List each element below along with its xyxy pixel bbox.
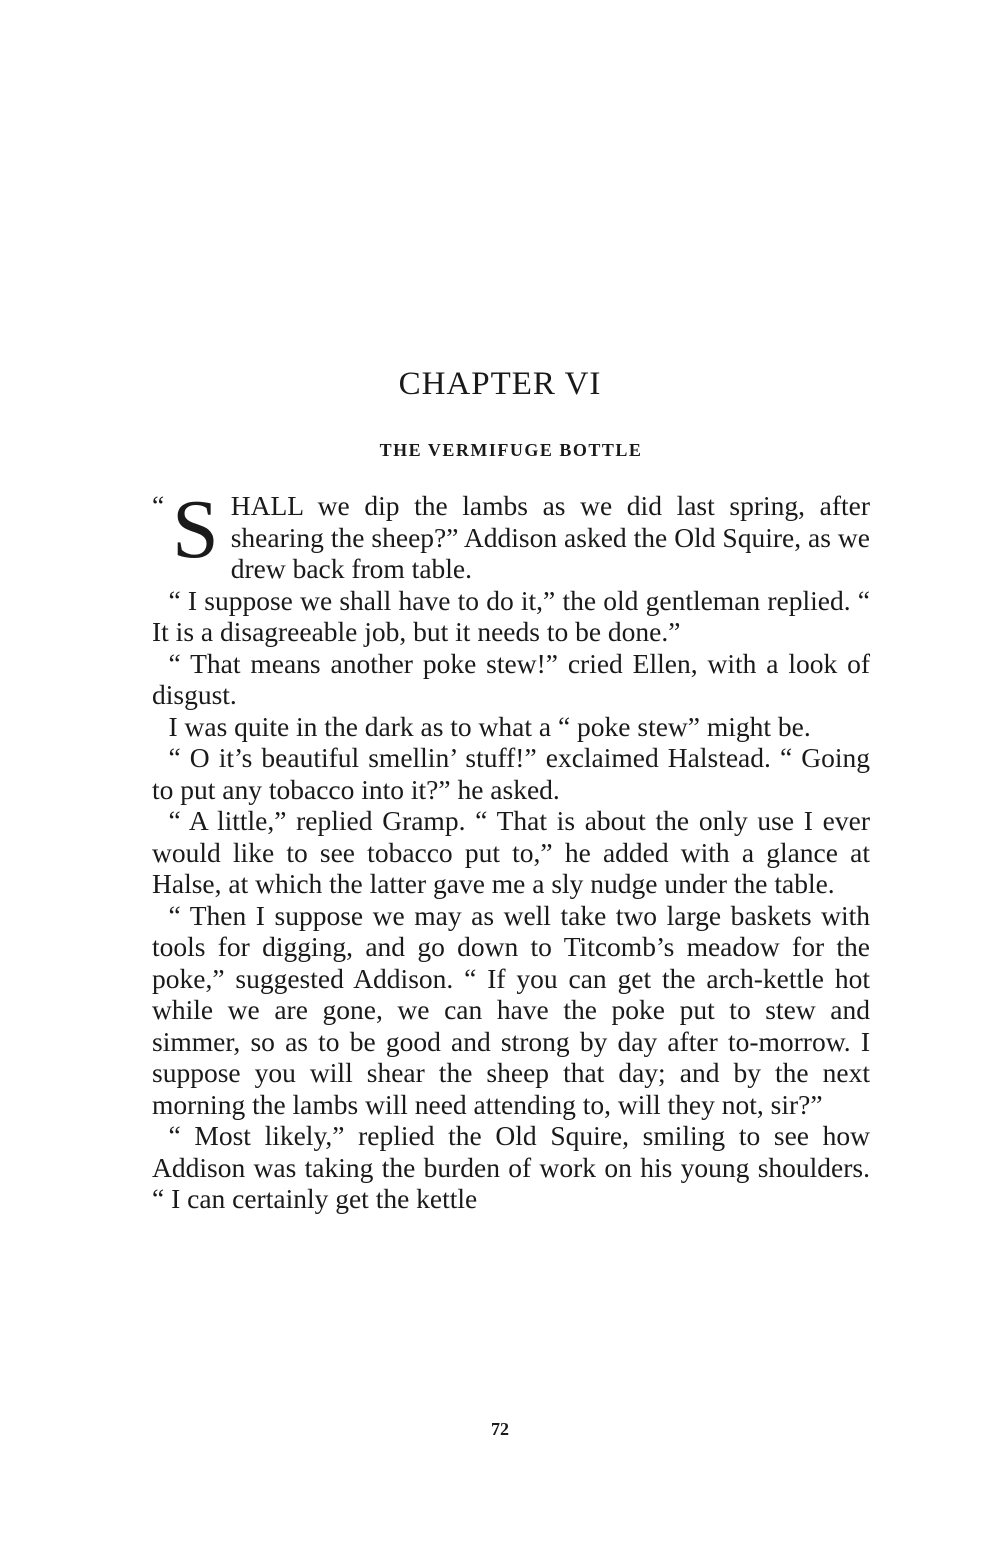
paragraph-6: “ A little,” replied Gramp. “ That is about the only use I ever would like to see tobacco put to,” he added with a glance at Halse, at which the latter gave me a sly nudge under the table. xyxy=(152,805,870,899)
paragraph-2: “ I suppose we shall have to do it,” the old gentleman replied. “ It is a disagreeable job, but it needs to be done.” xyxy=(152,584,870,647)
drop-cap: S xyxy=(172,483,219,576)
paragraph-4: I was quite in the dark as to what a “ poke stew” might be. xyxy=(168,710,811,742)
paragraph-1-text: HALL we dip the lambs as we did last spring, after shearing the sheep?” Addison asked the Old Squire, as we drew back from table. xyxy=(230,490,870,584)
paragraph-3: “ That means another poke stew!” cried Ellen, with a look of disgust. xyxy=(152,647,870,710)
paragraph-7: “ Then I suppose we may as well take two large baskets with tools for digging, and go down to Titcomb’s meadow for the poke,” suggested Addison. “ If you can get the arch-kettle hot while we are gone, we can have the poke put to stew and simmer, so as to be good and strong by day after to-morrow. I suppose you will shear the sheep that day; and by the next morning the lambs will need attending to, will they not, sir?” xyxy=(152,899,870,1120)
body-text xyxy=(152,483,870,1215)
chapter-title: CHAPTER VI xyxy=(398,366,602,402)
page-number: 72 xyxy=(491,1419,509,1439)
opening-quote: “ xyxy=(152,490,165,521)
chapter-subtitle: THE VERMIFUGE BOTTLE xyxy=(379,440,643,460)
paragraph-5: “ O it’s beautiful smellin’ stuff!” exclaimed Halstead. “ Going to put any tobacco into it?” he asked. xyxy=(152,742,870,805)
paragraph-8: “ Most likely,” replied the Old Squire, smiling to see how Addison was taking the burden of work on his young shoulders. “ I can certainly get the kettle xyxy=(152,1120,870,1214)
paragraph-1 xyxy=(152,483,870,585)
